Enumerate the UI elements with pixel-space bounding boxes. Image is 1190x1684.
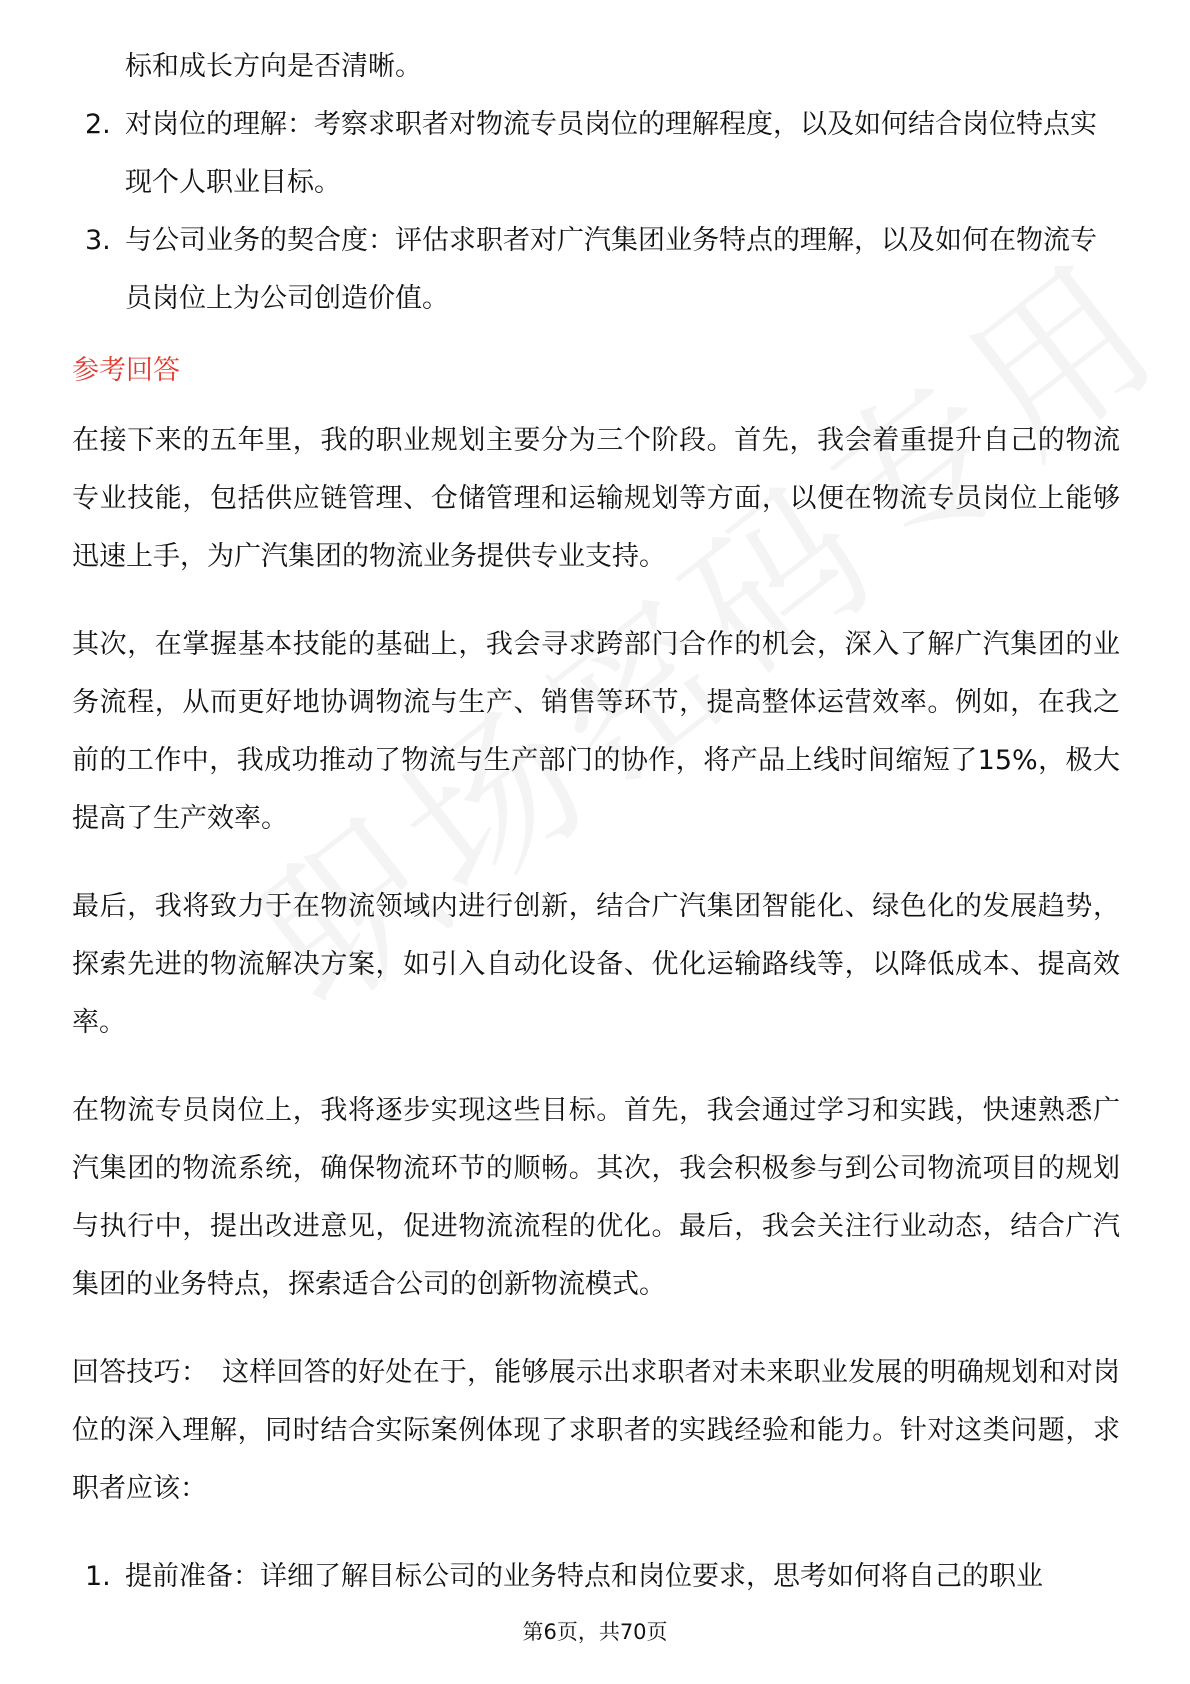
page-indicator: 第6页，共70页 — [522, 1620, 668, 1644]
list-item-continuation: 标和成长方向是否清晰。 — [125, 51, 422, 82]
list-item — [72, 96, 1120, 212]
list-item-text: 对岗位的理解：考察求职者对物流专员岗位的理解程度，以及如何结合岗位特点实现个人职业目标。 — [125, 109, 1097, 198]
list-item — [72, 212, 1120, 328]
answer-paragraph: 在物流专员岗位上，我将逐步实现这些目标。首先，我会通过学习和实践，快速熟悉广汽集团的物流系统，确保物流环节的顺畅。其次，我会积极参与到公司物流项目的规划与执行中，提出改进意见，促进物流流程的优化。最后，我会关注行业动态，结合广汽集团的业务特点，探索适合公司的创新物流模式。 — [72, 1095, 1120, 1300]
document-page — [72, 38, 1120, 1606]
list-item-text: 与公司业务的契合度：评估求职者对广汽集团业务特点的理解，以及如何在物流专员岗位上为公司创造价值。 — [125, 225, 1097, 314]
tips-paragraph — [72, 1344, 1120, 1518]
list-number: 3. — [85, 225, 111, 256]
tips-label: 回答技巧： — [72, 1357, 209, 1388]
answer-paragraph: 其次，在掌握基本技能的基础上，我会寻求跨部门合作的机会，深入了解广汽集团的业务流程，从而更好地协调物流与生产、销售等环节，提高整体运营效率。例如，在我之前的工作中，我成功推动了物流与生产部门的协作，将产品上线时间缩短了15%，极大提高了生产效率。 — [72, 629, 1120, 834]
list-number: 2. — [85, 109, 111, 140]
list-number: 1. — [85, 1561, 111, 1592]
list-item-text: 提前准备：详细了解目标公司的业务特点和岗位要求，思考如何将自己的职业 — [125, 1561, 1043, 1592]
answer-paragraph: 在接下来的五年里，我的职业规划主要分为三个阶段。首先，我会着重提升自己的物流专业技能，包括供应链管理、仓储管理和运输规划等方面，以便在物流专员岗位上能够迅速上手，为广汽集团的物流业务提供专业支持。 — [72, 425, 1120, 572]
list-item — [72, 1548, 1120, 1606]
section-heading: 参考回答 — [72, 355, 180, 386]
answer-paragraph: 最后，我将致力于在物流领域内进行创新，结合广汽集团智能化、绿色化的发展趋势，探索先进的物流解决方案，如引入自动化设备、优化运输路线等，以降低成本、提高效率。 — [72, 891, 1120, 1038]
tips-text: 这样回答的好处在于，能够展示出求职者对未来职业发展的明确规划和对岗位的深入理解，同时结合实际案例体现了求职者的实践经验和能力。针对这类问题，求职者应该： — [72, 1357, 1121, 1504]
